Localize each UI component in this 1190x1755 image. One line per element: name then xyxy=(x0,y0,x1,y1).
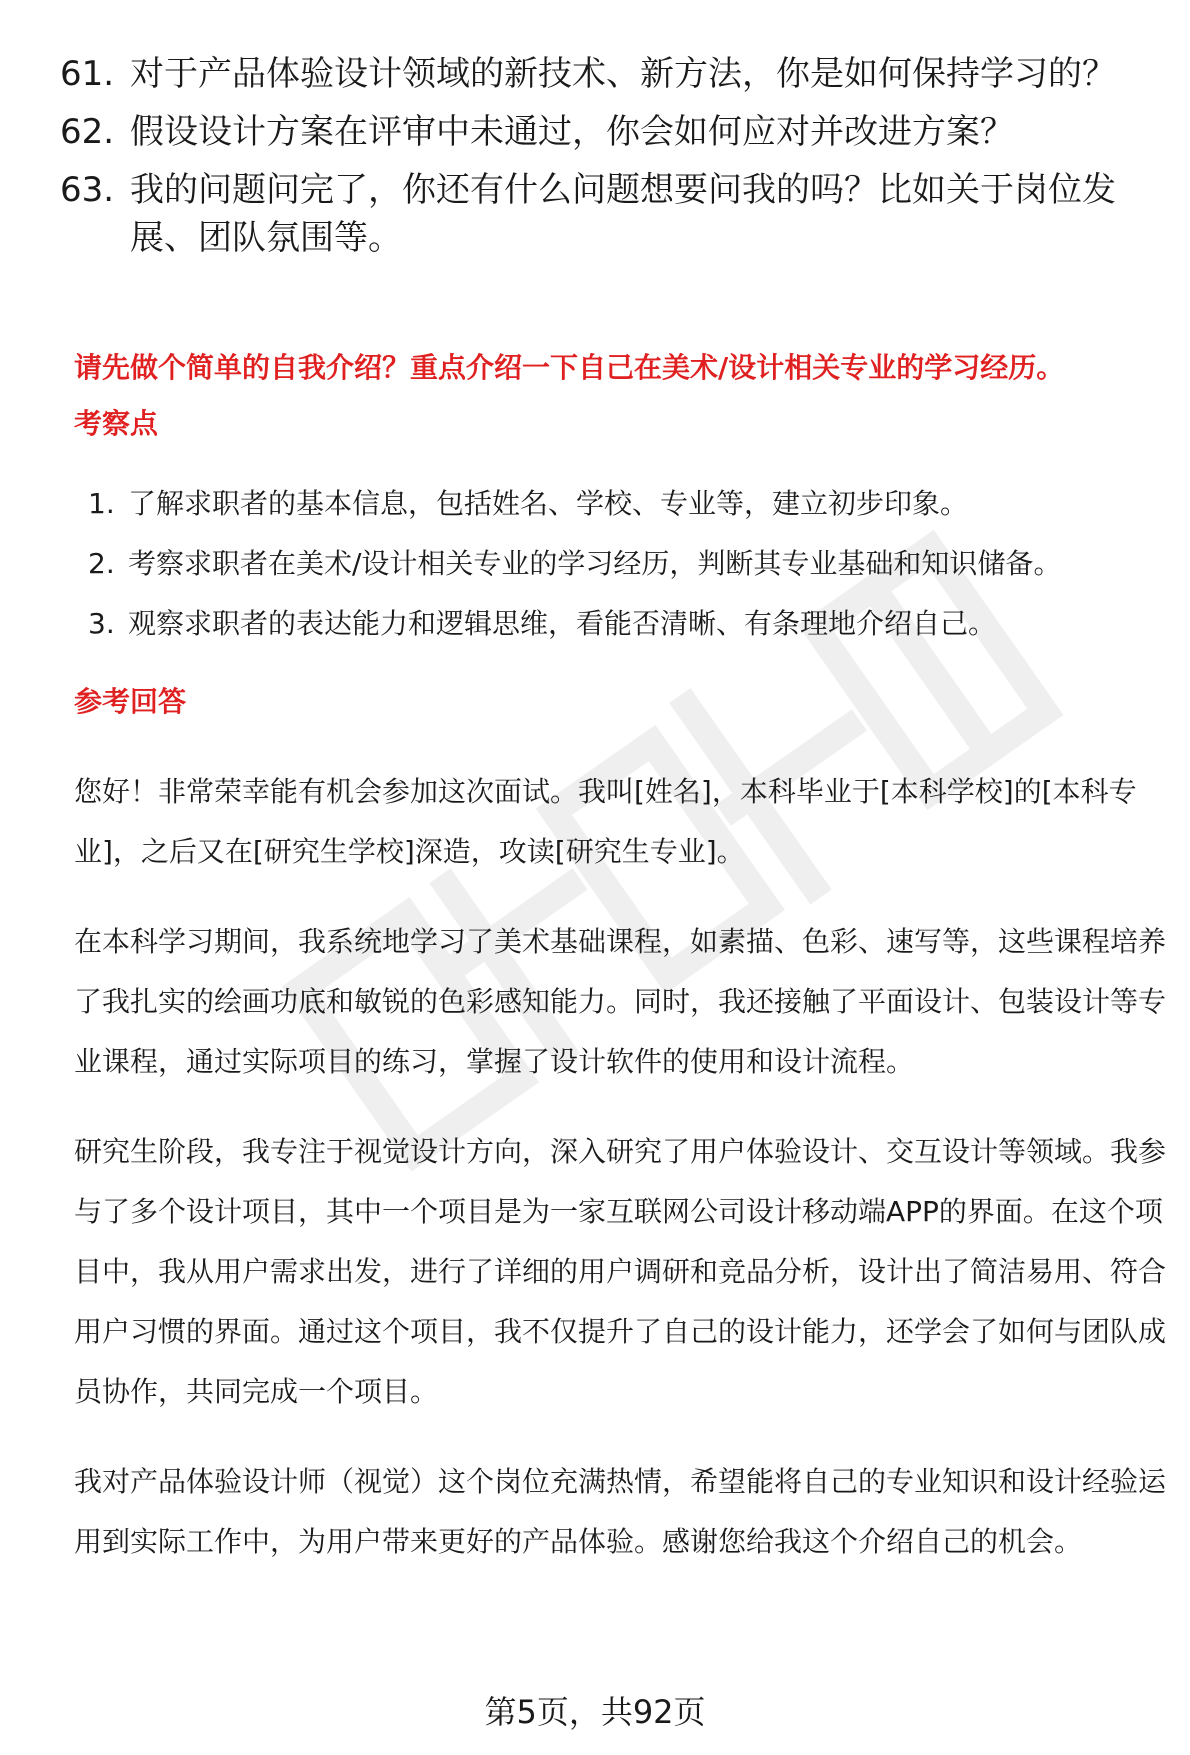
answer-paragraph: 研究生阶段，我专注于视觉设计方向，深入研究了用户体验设计、交互设计等领域。我参与了多个设计项目，其中一个项目是为一家互联网公司设计移动端APP的界面。在这个项目中，我从用户需求出发，进行了详细的用户调研和竞品分析，设计出了简洁易用、符合用户习惯的界面。通过这个项目，我不仅提升了自己的设计能力，还学会了如何与团队成员协作，共同完成一个项目。 xyxy=(74,1135,1167,1408)
answer-paragraph: 我对产品体验设计师（视觉）这个岗位充满热情，希望能将自己的专业知识和设计经验运用到实际工作中，为用户带来更好的产品体验。感谢您给我这个介绍自己的机会。 xyxy=(74,1465,1167,1558)
answer-section-title: 参考回答 xyxy=(74,685,187,718)
focus-point-text: 了解求职者的基本信息，包括姓名、学校、专业等，建立初步印象。 xyxy=(128,487,969,520)
question-text: 对于产品体验设计领域的新技术、新方法，你是如何保持学习的？ xyxy=(130,54,1116,94)
focus-point-text: 考察求职者在美术/设计相关专业的学习经历，判断其专业基础和知识储备。 xyxy=(128,547,1062,580)
question-number: 63. xyxy=(60,170,115,210)
question-number: 61. xyxy=(60,54,115,94)
question-text: 假设设计方案在评审中未通过，你会如何应对并改进方案？ xyxy=(130,112,1014,152)
focus-point-text: 观察求职者的表达能力和逻辑思维，看能否清晰、有条理地介绍自己。 xyxy=(128,607,997,640)
focus-point-number: 3. xyxy=(88,607,115,640)
page-footer: 第5页，共92页 xyxy=(484,1693,706,1731)
question-number: 62. xyxy=(60,112,115,152)
main-question-heading: 请先做个简单的自我介绍？重点介绍一下自己在美术/设计相关专业的学习经历。 xyxy=(74,351,1065,384)
answer-body xyxy=(74,762,1166,1602)
focus-point-number: 1. xyxy=(88,487,115,520)
focus-point-item xyxy=(88,544,1168,584)
focus-point-item xyxy=(88,604,1168,644)
answer-paragraph: 在本科学习期间，我系统地学习了美术基础课程，如素描、色彩、速写等，这些课程培养了我扎实的绘画功底和敏锐的色彩感知能力。同时，我还接触了平面设计、包装设计等专业课程，通过实际项目的练习，掌握了设计软件的使用和设计流程。 xyxy=(74,925,1167,1078)
question-item xyxy=(60,166,1160,262)
question-item xyxy=(60,108,1160,156)
focus-section-title: 考察点 xyxy=(74,407,159,440)
focus-point-number: 2. xyxy=(88,547,115,580)
question-list xyxy=(60,50,1160,272)
focus-point-list xyxy=(88,484,1168,664)
answer-paragraph: 您好！非常荣幸能有机会参加这次面试。我叫[姓名]，本科毕业于[本科学校]的[本科专业]，之后又在[研究生学校]深造，攻读[研究生专业]。 xyxy=(74,775,1137,868)
question-item xyxy=(60,50,1160,98)
question-text: 我的问题问完了，你还有什么问题想要问我的吗？比如关于岗位发展、团队氛围等。 xyxy=(130,170,1116,258)
focus-point-item xyxy=(88,484,1168,524)
